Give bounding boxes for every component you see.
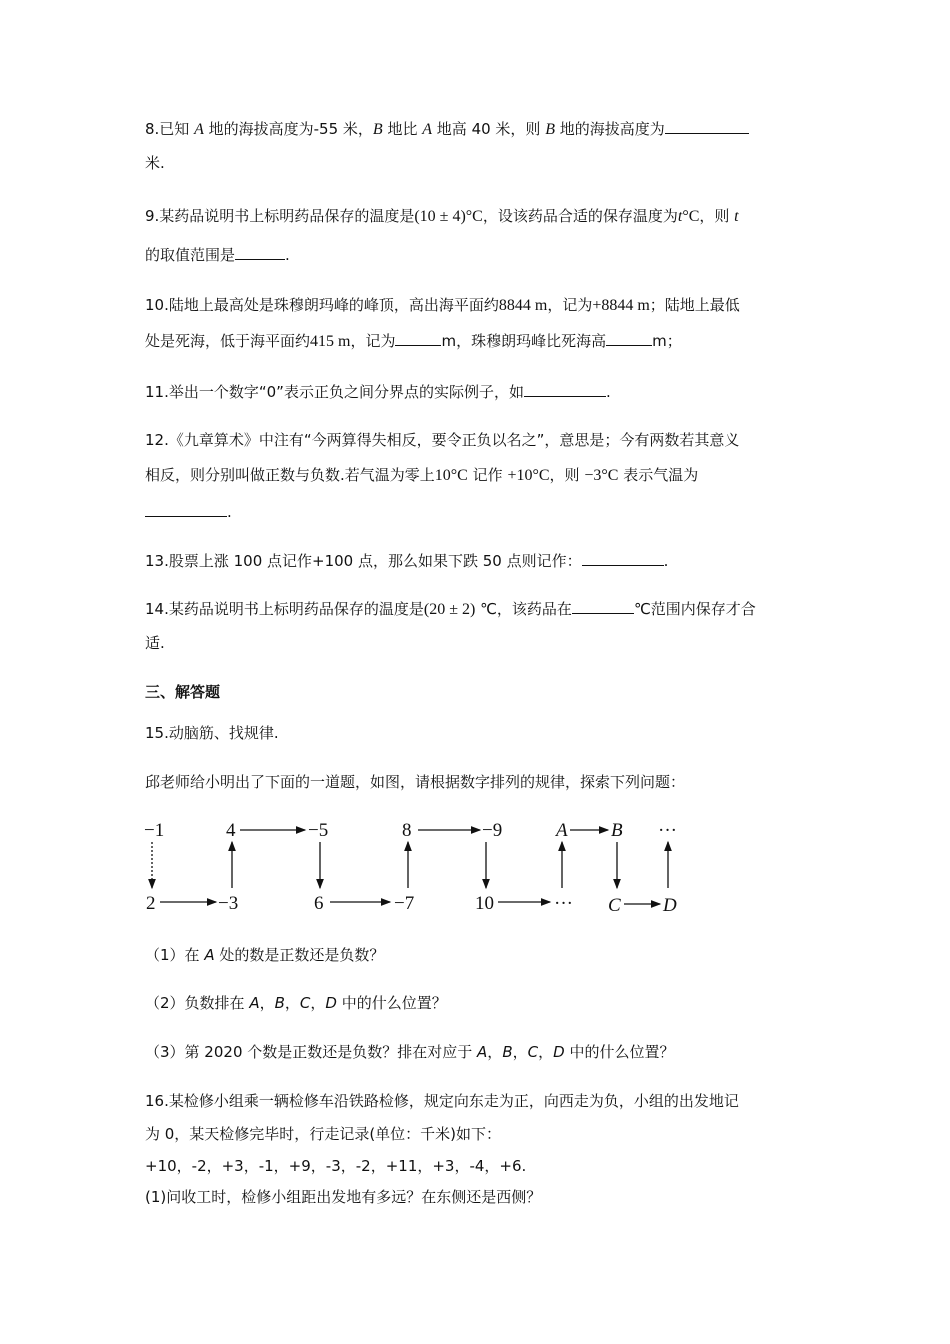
diagram-number: 10: [475, 893, 494, 914]
q11-line: 11.举出一个数字“0”表示正负之间分界点的实际例子，如 .: [145, 380, 611, 402]
number-pattern-diagram: [140, 812, 700, 917]
diagram-number: −9: [482, 820, 503, 841]
q11-answer-blank[interactable]: [524, 380, 606, 397]
q12-answer-blank[interactable]: [145, 500, 227, 517]
q16-line-2: 为 0，某天检修完毕时，行走记录(单位：千米)如下：: [145, 1125, 502, 1143]
q9-line-1: 9.某药品说明书上标明药品保存的温度是(10 ± 4)°C，设该药品合适的保存温度为t°C，则 t: [145, 207, 739, 225]
q13-answer-blank[interactable]: [582, 549, 664, 566]
diagram-number: −1: [144, 820, 165, 841]
diagram-number: −3: [218, 893, 239, 914]
q16-line-3: +10，-2，+3，-1，+9，-3，-2，+11，+3，-4，+6.: [145, 1157, 527, 1175]
diagram-letter-a: A: [556, 820, 568, 841]
q8-line-2: 米.: [145, 154, 165, 172]
q15-sub-1: （1）在 A 处的数是正数还是负数？: [145, 946, 385, 964]
q10-line-1: 10.陆地上最高处是珠穆朗玛峰的峰顶，高出海平面约8844 m，记为+8844 m；陆地上最低: [145, 296, 740, 314]
q9-line-2: 的取值范围是 .: [145, 243, 290, 265]
diagram-letter-b: B: [611, 820, 623, 841]
diagram-number: −5: [308, 820, 329, 841]
q10-blank-2[interactable]: [606, 329, 652, 346]
diagram-number: 8: [402, 820, 412, 841]
q15-sub-3: （3）第 2020 个数是正数还是负数？排在对应于 A，B，C，D 中的什么位置？: [145, 1043, 675, 1061]
diagram-number: 4: [226, 820, 236, 841]
q15-title: 15.动脑筋、找规律.: [145, 724, 279, 742]
diagram-number: 2: [146, 893, 156, 914]
diagram-number: −7: [394, 893, 415, 914]
q8-line-1: 8.已知 A 地的海拔高度为-55 米，B 地比 A 地高 40 米，则 B 地的海拔高度为: [145, 117, 749, 140]
q15-intro: 邱老师给小明出了下面的一道题，如图，请根据数字排列的规律，探索下列问题：: [145, 773, 686, 791]
q12-line-3: .: [145, 500, 232, 522]
q14-line-1: 14.某药品说明书上标明药品保存的温度是(20 ± 2) ℃，该药品在 ℃范围内保存才合: [145, 597, 756, 620]
q10-blank-1[interactable]: [395, 329, 441, 346]
section-heading-answers: 三、解答题: [145, 683, 221, 701]
diagram-dots: ···: [658, 820, 677, 841]
q8-answer-blank[interactable]: [665, 117, 749, 134]
q14-answer-blank[interactable]: [572, 597, 634, 614]
diagram-number: 6: [314, 893, 324, 914]
q15-sub-2: （2）负数排在 A，B，C，D 中的什么位置？: [145, 994, 447, 1012]
diagram-letter-d: D: [663, 895, 677, 916]
q16-line-1: 16.某检修小组乘一辆检修车沿铁路检修，规定向东走为正，向西走为负，小组的出发地记: [145, 1092, 739, 1110]
q12-line-1: 12.《九章算术》中注有“今两算得失相反，要令正负以名之”，意思是；今有两数若其意义: [145, 431, 740, 449]
diagram-dots: ···: [554, 893, 573, 914]
q10-line-2: 处是死海，低于海平面约415 m，记为 m，珠穆朗玛峰比死海高 m；: [145, 329, 682, 352]
q12-line-2: 相反，则分别叫做正数与负数.若气温为零上10°C 记作 +10°C，则 −3°C 表示气温为: [145, 466, 699, 484]
q16-line-4: (1)问收工时，检修小组距出发地有多远？在东侧还是西侧？: [145, 1188, 542, 1206]
diagram-letter-c: C: [608, 895, 621, 916]
q14-line-2: 适.: [145, 634, 165, 652]
q13-line: 13.股票上涨 100 点记作+100 点，那么如果下跌 50 点则记作： .: [145, 549, 668, 571]
q9-answer-blank[interactable]: [235, 243, 285, 260]
